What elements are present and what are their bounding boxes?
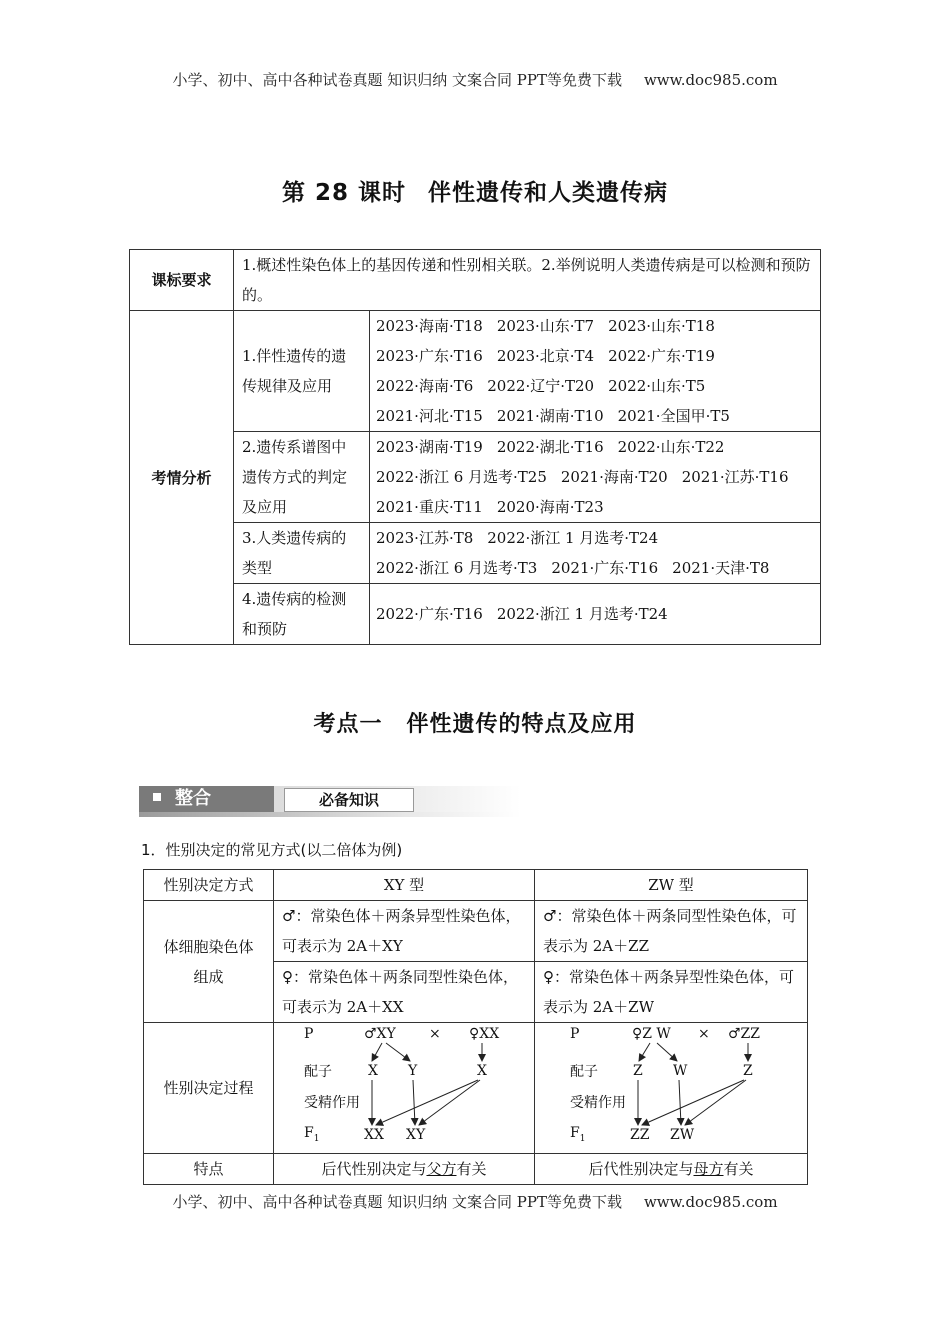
ref-line (376, 599, 814, 629)
ref: 2022·浙江 6 月选考·T3 (376, 559, 538, 577)
ref: 2023·湖南·T19 (376, 438, 483, 456)
fert-label: 受精作用 (304, 1095, 360, 1111)
zw-gamete2: W (673, 1063, 688, 1079)
row-label: 性别决定过程 (144, 1023, 274, 1154)
zw-cross-diagram (535, 1023, 808, 1154)
row-label: 体细胞染色体组成 (144, 901, 274, 1023)
arrow (642, 1080, 744, 1125)
ref: 2021·重庆·T11 (376, 498, 483, 516)
banner-main-label: 整合 (175, 788, 211, 809)
xy-cross-diagram (274, 1023, 535, 1154)
ref-line (376, 462, 814, 492)
ref-line (376, 311, 814, 341)
footer-url[interactable]: www.doc985.com (643, 1193, 778, 1211)
header-text: 小学、初中、高中各种试卷真题 知识归纳 文案合同 PPT等免费下载 (172, 71, 622, 89)
feature-text: 有关 (456, 1160, 487, 1178)
ref-line (376, 492, 814, 522)
title-lesson: 第 28 课时 (281, 180, 407, 206)
topic-name: 4.遗传病的检测和预防 (234, 584, 370, 645)
arrow (376, 1080, 478, 1125)
ref: 2022·山东·T5 (608, 377, 706, 395)
ref: 2022·辽宁·T20 (487, 377, 595, 395)
ref: 2023·北京·T4 (496, 347, 595, 365)
ref: 2022·浙江 1 月选考·T24 (496, 605, 668, 623)
zw-parent1: ♀Z W (632, 1026, 671, 1042)
xy-gamete2: Y (408, 1063, 418, 1079)
xy-gamete1: X (368, 1063, 378, 1079)
feature-text: 后代性别决定与 (588, 1160, 694, 1178)
zw-male-cell: ♂：常染色体＋两条同型性染色体，可表示为 2A＋ZZ (535, 901, 808, 962)
item-heading: 1．性别决定的常见方式(以二倍体为例) (141, 841, 403, 859)
fert-label: 受精作用 (570, 1095, 626, 1111)
ref: 2022·广东·T19 (608, 347, 715, 365)
f1-main: F (304, 1125, 314, 1141)
ref: 2023·山东·T18 (608, 317, 715, 335)
req-label: 课标要求 (130, 250, 234, 311)
xy-parent2: ♀XX (469, 1026, 500, 1042)
ref-line (376, 553, 814, 583)
banner-bar (139, 812, 521, 817)
ref: 2021·江苏·T16 (681, 468, 789, 486)
ref: 2023·江苏·T8 (376, 529, 474, 547)
gamete-label: 配子 (304, 1064, 332, 1080)
zw-diagram-svg (535, 1023, 807, 1153)
section-title (0, 707, 950, 738)
arrow (386, 1043, 410, 1061)
f1-main: F (570, 1125, 580, 1141)
arrow (372, 1043, 382, 1061)
header-url[interactable]: www.doc985.com (643, 71, 778, 89)
arrow (413, 1080, 415, 1125)
ref: 2021·河北·T15 (376, 407, 483, 425)
xy-parent1: ♂XY (364, 1026, 396, 1042)
zw-feature-cell (535, 1154, 808, 1185)
gamete-label: 配子 (570, 1064, 598, 1080)
square-icon (153, 793, 161, 801)
zw-gamete1: Z (633, 1063, 643, 1079)
banner-tag: 必备知识 (284, 788, 414, 812)
f1-label (304, 1125, 319, 1144)
topic-name: 3.人类遗传病的类型 (234, 523, 370, 584)
f1-label (570, 1125, 585, 1144)
footer-text: 小学、初中、高中各种试卷真题 知识归纳 文案合同 PPT等免费下载 (172, 1193, 622, 1211)
xy-gamete3: X (477, 1063, 487, 1079)
ref: 2022·广东·T16 (376, 605, 483, 623)
topic-name: 1.伴性遗传的遗传规律及应用 (234, 311, 370, 432)
ref-line (376, 371, 814, 401)
feature-text: 后代性别决定与 (321, 1160, 427, 1178)
cross-symbol: × (698, 1026, 710, 1042)
title-topic: 伴性遗传和人类遗传病 (428, 180, 669, 206)
ref: 2021·天津·T8 (672, 559, 770, 577)
p-label: P (570, 1026, 580, 1042)
topic-refs (370, 311, 821, 432)
ref: 2022·浙江 6 月选考·T25 (376, 468, 547, 486)
zw-parent2: ♂ZZ (728, 1026, 761, 1042)
ref: 2020·海南·T23 (496, 498, 604, 516)
section-topic: 伴性遗传的特点及应用 (406, 712, 637, 737)
feature-answer: 父方 (426, 1160, 457, 1178)
section-banner (139, 786, 521, 817)
p-label: P (304, 1026, 314, 1042)
feature-answer: 母方 (693, 1160, 724, 1178)
ref-line (376, 401, 814, 431)
ref-line (376, 523, 814, 553)
overview-table (129, 249, 821, 645)
header-cell: 性别决定方式 (144, 870, 274, 901)
ref: 2021·广东·T16 (551, 559, 659, 577)
header-cell: ZW 型 (535, 870, 808, 901)
section-number: 考点一 (313, 712, 383, 737)
xy-diagram-svg (274, 1023, 534, 1153)
header-cell: XY 型 (274, 870, 535, 901)
xy-offspring2: XY (406, 1127, 426, 1143)
ref-line (376, 341, 814, 371)
xy-offspring1: XX (364, 1127, 384, 1143)
topic-name: 2.遗传系谱图中遗传方式的判定及应用 (234, 432, 370, 523)
banner-main (139, 786, 274, 812)
f1-sub: 1 (579, 1134, 586, 1144)
arrow (639, 1043, 650, 1061)
zw-female-cell: ♀：常染色体＋两条异型性染色体，可表示为 2A＋ZW (535, 962, 808, 1023)
arrow (657, 1043, 677, 1061)
ref: 2023·广东·T16 (376, 347, 483, 365)
xy-feature-cell (274, 1154, 535, 1185)
feature-text: 有关 (723, 1160, 754, 1178)
ref: 2022·湖北·T16 (496, 438, 604, 456)
ref-line (376, 432, 814, 462)
topic-refs (370, 584, 821, 645)
xy-male-cell: ♂：常染色体＋两条异型性染色体，可表示为 2A＋XY (274, 901, 535, 962)
arrow (679, 1080, 681, 1125)
cross-symbol: × (429, 1026, 441, 1042)
ref: 2021·海南·T20 (560, 468, 668, 486)
ref: 2022·浙江 1 月选考·T24 (487, 529, 659, 547)
ref: 2021·全国甲·T5 (617, 407, 730, 425)
topic-refs (370, 523, 821, 584)
ref: 2021·湖南·T10 (496, 407, 604, 425)
f1-sub: 1 (313, 1134, 320, 1144)
ref: 2023·山东·T7 (496, 317, 595, 335)
page-title (0, 174, 950, 207)
ref: 2022·山东·T22 (617, 438, 725, 456)
zw-gamete3: Z (743, 1063, 753, 1079)
zw-offspring1: ZZ (630, 1127, 650, 1143)
ref: 2023·海南·T18 (376, 317, 483, 335)
page-footer (0, 1191, 950, 1212)
ref: 2022·海南·T6 (376, 377, 474, 395)
row-label: 特点 (144, 1154, 274, 1185)
sex-determination-table (143, 869, 808, 1185)
req-text: 1.概述性染色体上的基因传递和性别相关联。2.举例说明人类遗传病是可以检测和预防的。 (234, 250, 821, 311)
topic-refs (370, 432, 821, 523)
analysis-label: 考情分析 (130, 311, 234, 645)
page-header (0, 69, 950, 90)
zw-offspring2: ZW (670, 1127, 695, 1143)
xy-female-cell: ♀：常染色体＋两条同型性染色体，可表示为 2A＋XX (274, 962, 535, 1023)
